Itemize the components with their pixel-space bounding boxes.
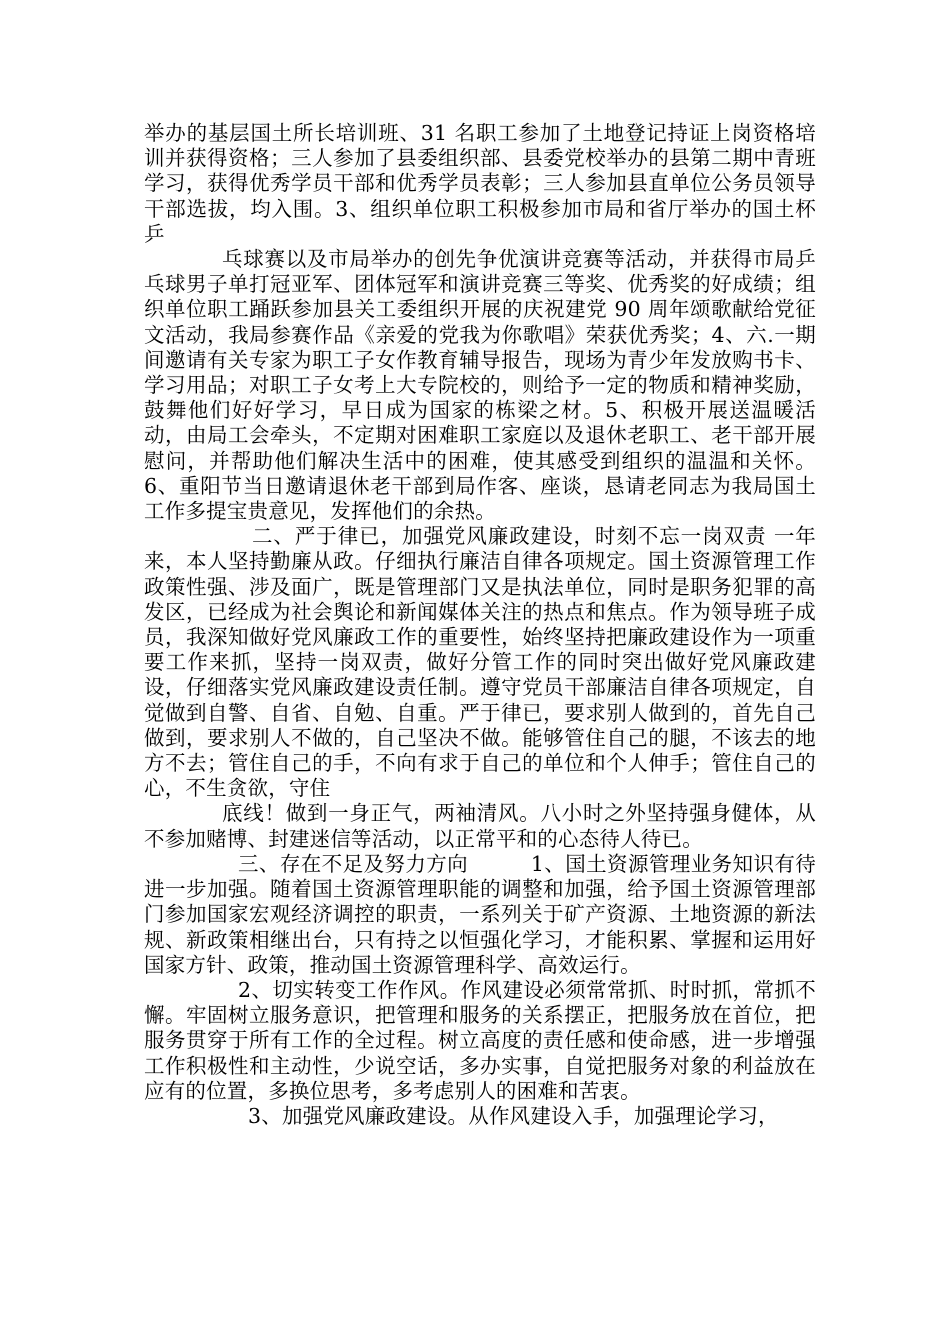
paragraph-bottom-line: 底线！做到一身正气，两袖清风。八小时之外坚持强身健体，从不参加赌博、封建迷信等活动，以正常平和的心态待人待已。 xyxy=(144,801,816,851)
paragraph-shortcomings: 三、存在不足及努力方向 1、国土资源管理业务知识有待进一步加强。随着国土资源管理职能的调整和加强，给予国土资源管理部门参加国家宏观经济调控的职责，一系列关于矿产资源、土地资源的新法规、新政策相继出台，只有持之以恒强化学习，才能积累、掌握和运用好国家方针、政策，推动国土资源管理科学、高效运行。 xyxy=(144,851,816,977)
paragraph-work-style: 2、切实转变工作作风。作风建设必须常常抓、时时抓，常抓不懈。牢固树立服务意识，把管理和服务的关系摆正，把服务放在首位，把服务贯穿于所有工作的全过程。树立高度的责任感和使命感，进一步增强工作积极性和主动性，少说空话，多办实事，自觉把服务对象的利益放在应有的位置，多换位思考，多考虑别人的困难和苦衷。 xyxy=(144,977,816,1103)
paragraph-activities: 乓球赛以及市局举办的创先争优演讲竞赛等活动，并获得市局乒乓球男子单打冠亚军、团体冠军和演讲竞赛三等奖、优秀奖的好成绩；组织单位职工踊跃参加县关工委组织开展的庆祝建党 90 周年颂歌献给党征文活动，我局参赛作品《亲爱的党我为你歌唱》荣获优秀奖；4、六.一期间邀请有关专家为职工子女作教育辅导报告，现场为青少年发放购书卡、学习用品；对职工子女考上大专院校的，则给予一定的物质和精神奖励，鼓舞他们好好学习，早日成为国家的栋梁之材。5、积极开展送温暖活动，由局工会牵头，不定期对困难职工家庭以及退休老职工、老干部开展慰问，并帮助他们解决生活中的困难，使其感受到组织的温温和关怀。6、重阳节当日邀请退休老干部到局作客、座谈，恳请老同志为我局国土工作多提宝贵意见，发挥他们的余热。 xyxy=(144,247,816,524)
paragraph-party-conduct: 3、加强党风廉政建设。从作风建设入手，加强理论学习， xyxy=(248,1103,779,1128)
paragraph-training: 举办的基层国土所长培训班、31 名职工参加了土地登记持证上岗资格培训并获得资格；三人参加了县委组织部、县委党校举办的县第二期中青班学习，获得优秀学员干部和优秀学员表彰；三人参加县直单位公务员领导干部选拔，均入围。3、组织单位职工积极参加市局和省厅举办的国土杯乒 xyxy=(144,121,816,246)
document-body xyxy=(144,121,816,1129)
paragraph-integrity: 二、严于律已，加强党风廉政建设，时刻不忘一岗双责 一年来，本人坚持勤廉从政。仔细执行廉洁自律各项规定。国土资源管理工作政策性强、涉及面广，既是管理部门又是执法单位，同时是职务犯罪的高发区，已经成为社会舆论和新闻媒体关注的热点和焦点。作为领导班子成员，我深知做好党风廉政工作的重要性，始终坚持把廉政建设作为一项重要工作来抓，坚持一岗双责，做好分管工作的同时突出做好党风廉政建设，仔细落实党风廉政建设责任制。遵守党员干部廉洁自律各项规定，自觉做到自警、自省、自勉、自重。严于律已，要求别人做到的，首先自己做到，要求别人不做的，自己坚决不做。能够管住自己的腿，不该去的地方不去；管住自己的手，不向有求于自己的单位和个人伸手；管住自己的心，不生贪欲，守住 xyxy=(144,524,816,801)
